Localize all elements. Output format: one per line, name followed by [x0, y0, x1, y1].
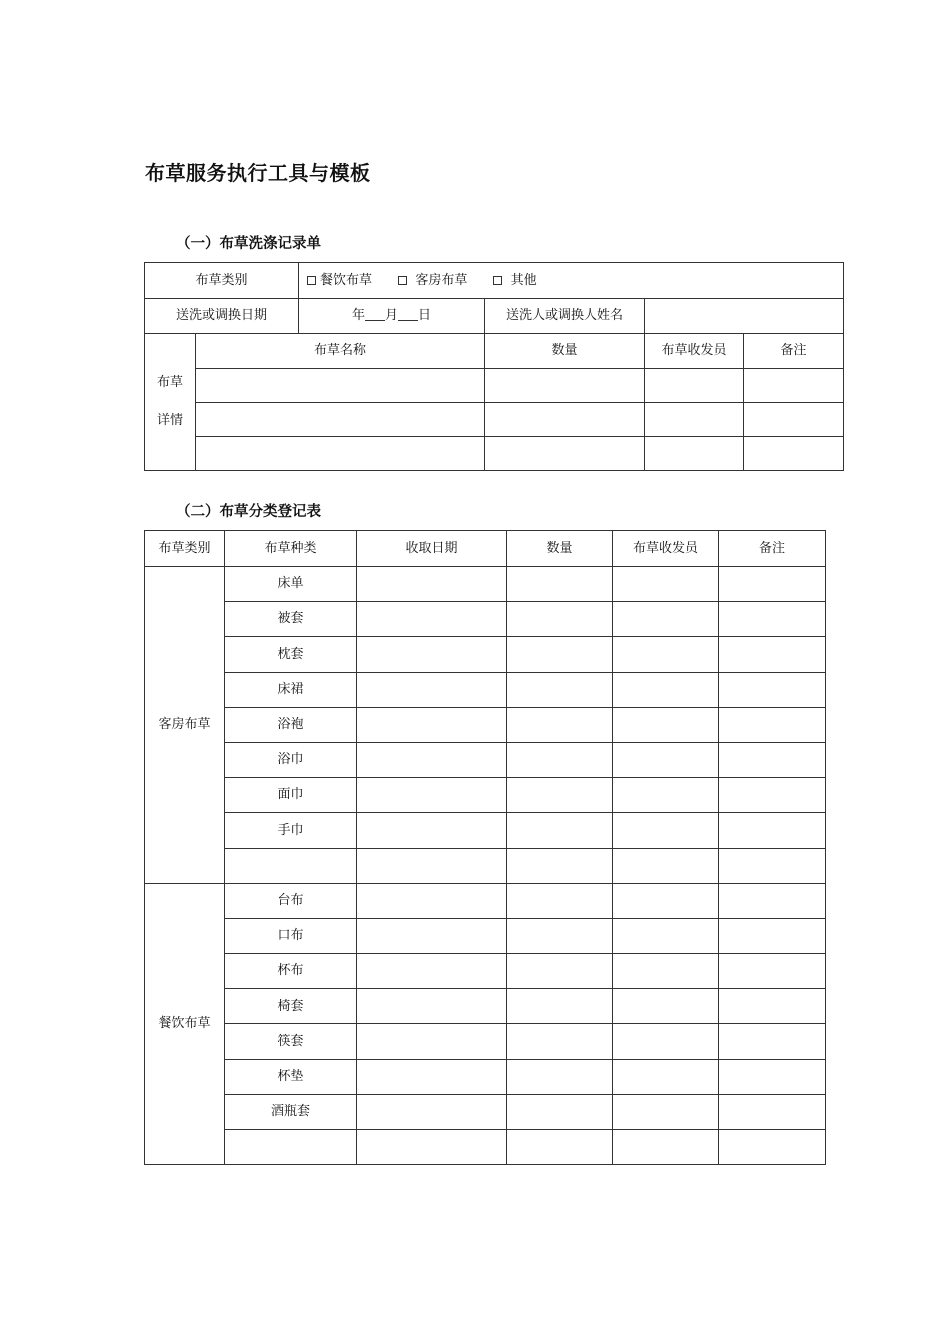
- table-row: [145, 567, 826, 602]
- checkbox-icon[interactable]: [307, 276, 316, 285]
- input-cell[interactable]: [357, 707, 507, 742]
- input-cell[interactable]: [507, 742, 613, 777]
- header-remark: 备注: [719, 531, 826, 567]
- table-row: [145, 1094, 826, 1129]
- input-cell[interactable]: [485, 369, 645, 403]
- table-row: [145, 954, 826, 989]
- input-cell[interactable]: [613, 778, 719, 813]
- table-row: [145, 1130, 826, 1165]
- input-cell[interactable]: [507, 1094, 613, 1129]
- item-type-cell: 杯布: [225, 954, 357, 989]
- input-cell[interactable]: [744, 369, 844, 403]
- input-cell[interactable]: [613, 954, 719, 989]
- table-row: [145, 672, 826, 707]
- input-cell[interactable]: [744, 437, 844, 471]
- input-cell[interactable]: [357, 848, 507, 883]
- option-other[interactable]: 其他: [493, 273, 536, 289]
- table-row: [145, 813, 826, 848]
- input-cell[interactable]: [507, 918, 613, 953]
- register-body: [145, 567, 826, 1165]
- item-type-cell: 床单: [225, 567, 357, 602]
- table-row: [145, 602, 826, 637]
- input-cell[interactable]: [613, 567, 719, 602]
- checkbox-icon[interactable]: [493, 276, 502, 285]
- input-cell[interactable]: [507, 1059, 613, 1094]
- item-type-cell: 浴袍: [225, 707, 357, 742]
- input-cell[interactable]: [719, 602, 826, 637]
- input-cell[interactable]: [613, 1059, 719, 1094]
- input-cell[interactable]: [613, 989, 719, 1024]
- input-cell[interactable]: [613, 602, 719, 637]
- input-cell[interactable]: [507, 778, 613, 813]
- details-label-cell: 布草 详情: [145, 334, 196, 471]
- input-cell[interactable]: [645, 403, 744, 437]
- input-cell[interactable]: [357, 1094, 507, 1129]
- input-cell[interactable]: [357, 813, 507, 848]
- item-type-cell[interactable]: [225, 1130, 357, 1165]
- item-type-cell[interactable]: [225, 848, 357, 883]
- input-cell[interactable]: [613, 707, 719, 742]
- header-type: 布草种类: [225, 531, 357, 567]
- header-quantity: 数量: [485, 334, 645, 369]
- table-row: [145, 1024, 826, 1059]
- item-type-cell: 面巾: [225, 778, 357, 813]
- input-cell[interactable]: [719, 707, 826, 742]
- header-category: 布草类别: [145, 531, 225, 567]
- item-type-cell: 椅套: [225, 989, 357, 1024]
- input-cell[interactable]: [507, 883, 613, 918]
- input-cell[interactable]: [357, 883, 507, 918]
- input-cell[interactable]: [613, 848, 719, 883]
- table-row: [145, 707, 826, 742]
- item-type-cell: 被套: [225, 602, 357, 637]
- input-cell[interactable]: [719, 778, 826, 813]
- input-cell[interactable]: [613, 918, 719, 953]
- input-cell[interactable]: [613, 1024, 719, 1059]
- input-cell[interactable]: [719, 1130, 826, 1165]
- input-cell[interactable]: [357, 918, 507, 953]
- category-cell: 客房布草: [145, 567, 225, 884]
- input-cell[interactable]: [507, 848, 613, 883]
- document-title: 布草服务执行工具与模板: [145, 161, 371, 185]
- table-row: [145, 637, 826, 672]
- input-cell[interactable]: [357, 672, 507, 707]
- header-date: 收取日期: [357, 531, 507, 567]
- classification-register-table: [144, 530, 826, 1165]
- input-cell[interactable]: [507, 707, 613, 742]
- input-cell[interactable]: [507, 672, 613, 707]
- item-type-cell: 酒瓶套: [225, 1094, 357, 1129]
- input-cell[interactable]: [507, 567, 613, 602]
- header-name: 布草名称: [196, 334, 485, 369]
- item-type-cell: 床裙: [225, 672, 357, 707]
- section1-title: （一）布草洗涤记录单: [176, 236, 321, 252]
- input-cell[interactable]: [645, 369, 744, 403]
- input-cell[interactable]: [719, 637, 826, 672]
- header-remark: 备注: [744, 334, 844, 369]
- input-cell[interactable]: [613, 813, 719, 848]
- table-row: [145, 848, 826, 883]
- input-cell[interactable]: [613, 672, 719, 707]
- item-type-cell: 口布: [225, 918, 357, 953]
- table-row: [145, 918, 826, 953]
- input-cell[interactable]: [357, 778, 507, 813]
- input-cell[interactable]: [507, 989, 613, 1024]
- input-cell[interactable]: [357, 637, 507, 672]
- input-cell[interactable]: [719, 883, 826, 918]
- input-cell[interactable]: [357, 1059, 507, 1094]
- input-cell[interactable]: [196, 369, 485, 403]
- item-type-cell: 台布: [225, 883, 357, 918]
- input-cell[interactable]: [613, 1094, 719, 1129]
- input-cell[interactable]: [507, 602, 613, 637]
- header-quantity: 数量: [507, 531, 613, 567]
- table-row: [145, 742, 826, 777]
- category-options-cell: [299, 263, 844, 299]
- item-type-cell: 浴巾: [225, 742, 357, 777]
- input-cell[interactable]: [357, 567, 507, 602]
- input-cell[interactable]: [719, 1094, 826, 1129]
- person-field[interactable]: [645, 299, 844, 334]
- input-cell[interactable]: [719, 954, 826, 989]
- input-cell[interactable]: [719, 918, 826, 953]
- table-row: [145, 883, 826, 918]
- input-cell[interactable]: [485, 403, 645, 437]
- item-type-cell: 枕套: [225, 637, 357, 672]
- input-cell[interactable]: [719, 989, 826, 1024]
- section2-title: （二）布草分类登记表: [176, 504, 321, 520]
- input-cell[interactable]: [645, 437, 744, 471]
- header-clerk: 布草收发员: [645, 334, 744, 369]
- category-cell: 餐饮布草: [145, 883, 225, 1165]
- date-label-cell: 送洗或调换日期: [145, 299, 299, 334]
- input-cell[interactable]: [196, 403, 485, 437]
- input-cell[interactable]: [507, 1024, 613, 1059]
- input-cell[interactable]: [485, 437, 645, 471]
- input-cell[interactable]: [719, 567, 826, 602]
- input-cell[interactable]: [719, 672, 826, 707]
- input-cell[interactable]: [357, 1130, 507, 1165]
- input-cell[interactable]: [357, 602, 507, 637]
- date-field[interactable]: 年 月 日: [299, 299, 485, 334]
- input-cell[interactable]: [719, 1059, 826, 1094]
- input-cell[interactable]: [357, 742, 507, 777]
- input-cell[interactable]: [719, 1024, 826, 1059]
- input-cell[interactable]: [719, 742, 826, 777]
- table-row: [145, 1059, 826, 1094]
- input-cell[interactable]: [613, 637, 719, 672]
- input-cell[interactable]: [357, 954, 507, 989]
- input-cell[interactable]: [507, 813, 613, 848]
- input-cell[interactable]: [719, 813, 826, 848]
- laundry-record-table: [144, 262, 844, 471]
- input-cell[interactable]: [613, 1130, 719, 1165]
- table-row: [145, 778, 826, 813]
- header-clerk: 布草收发员: [613, 531, 719, 567]
- category-label-cell: 布草类别: [145, 263, 299, 299]
- input-cell[interactable]: [507, 954, 613, 989]
- input-cell[interactable]: [613, 883, 719, 918]
- item-type-cell: 筷套: [225, 1024, 357, 1059]
- person-label-cell: 送洗人或调换人姓名: [485, 299, 645, 334]
- table-row: [145, 989, 826, 1024]
- input-cell[interactable]: [357, 989, 507, 1024]
- input-cell[interactable]: [613, 742, 719, 777]
- option-guestroom[interactable]: 客房布草: [398, 273, 467, 289]
- input-cell[interactable]: [357, 1024, 507, 1059]
- item-type-cell: 手巾: [225, 813, 357, 848]
- input-cell[interactable]: [719, 848, 826, 883]
- option-catering[interactable]: 餐饮布草: [307, 273, 372, 289]
- input-cell[interactable]: [744, 403, 844, 437]
- input-cell[interactable]: [507, 1130, 613, 1165]
- input-cell[interactable]: [507, 637, 613, 672]
- input-cell[interactable]: [196, 437, 485, 471]
- item-type-cell: 杯垫: [225, 1059, 357, 1094]
- checkbox-icon[interactable]: [398, 276, 407, 285]
